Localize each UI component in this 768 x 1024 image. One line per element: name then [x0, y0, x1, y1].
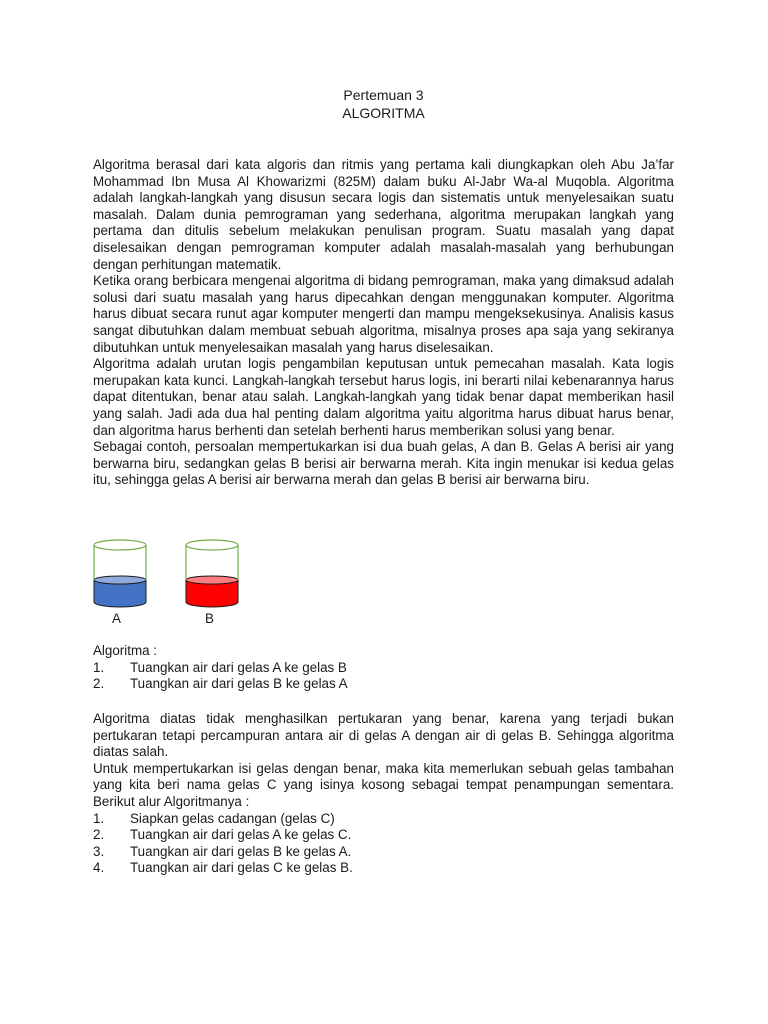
- list-item: [93, 676, 674, 693]
- list-text: Tuangkan air dari gelas A ke gelas C.: [130, 827, 352, 843]
- paragraph: Algoritma diatas tidak menghasilkan pertukaran yang benar, karena yang terjadi bukan pertukaran tetapi percampuran antara air di gelas A dengan air di gelas B. Sehingga algoritma diatas salah.: [93, 711, 674, 760]
- list-number: 1.: [93, 659, 105, 675]
- paragraph: Algoritma berasal dari kata algoris dan ritmis yang pertama kali diungkapkan oleh Abu Ja’far Mohammad Ibn Musa Al Khowarizmi (825M) dalam buku Al-Jabr Wa-al Muqobla. Algoritma adalah langkah-langkah yang disusun secara logis dan sistematis untuk menyelesaikan suatu masalah. Dalam dunia pemrograman yang sederhana, algoritma merupakan langkah yang pertama dan ditulis sebelum melakukan penulisan program. Suatu masalah yang dapat diselesaikan dengan pemrograman komputer adalah masalah-masalah yang berhubungan dengan perhitungan matematik.: [93, 157, 674, 272]
- glasses-illustration: [93, 536, 293, 628]
- glass-a-water-surface: [94, 576, 146, 584]
- list-text: Tuangkan air dari gelas B ke gelas A: [130, 676, 348, 692]
- list-item: [93, 660, 674, 677]
- glass-b-label: B: [205, 611, 214, 626]
- title-block: [93, 87, 674, 122]
- list-text: Tuangkan air dari gelas A ke gelas B: [130, 659, 347, 675]
- list-number: 2.: [93, 827, 105, 843]
- algorithm-2-section: [93, 711, 674, 877]
- glass-b-rim: [186, 540, 238, 550]
- list-number: 4.: [93, 860, 105, 876]
- glass-a-label: A: [112, 611, 121, 626]
- list-number: 3.: [93, 843, 105, 859]
- glass-a-rim: [94, 540, 146, 550]
- paragraph: Untuk mempertukarkan isi gelas dengan benar, maka kita memerlukan sebuah gelas tambahan yang kita beri nama gelas C yang isinya kosong sebagai tempat penampungan sementara. Berikut alur Algoritmanya :: [93, 760, 674, 809]
- list-number: 1.: [93, 810, 105, 826]
- glass-b: [186, 540, 238, 607]
- algorithm-heading: Algoritma :: [93, 643, 157, 658]
- meeting-title: Pertemuan 3: [343, 87, 424, 103]
- paragraph: Sebagai contoh, persoalan mempertukarkan isi dua buah gelas, A dan B. Gelas A berisi air yang berwarna biru, sedangkan gelas B berisi air berwarna merah. Kita ingin menukar isi kedua gelas itu, sehingga gelas A berisi air berwarna merah dan gelas B berisi air berwarna biru.: [93, 439, 674, 488]
- list-text: Siapkan gelas cadangan (gelas C): [130, 810, 335, 826]
- paragraph: Ketika orang berbicara mengenai algoritma di bidang pemrograman, maka yang dimaksud adalah solusi dari suatu masalah yang harus dipecahkan dengan menggunakan komputer. Algoritma harus dibuat secara runut agar komputer mengerti dan mampu mengeksekusinya. Analisis kasus sangat dibutuhkan dalam membuat sebuah algoritma, misalnya proses apa saja yang sekiranya dibutuhkan untuk menyelesaikan masalah yang harus diselesaikan.: [93, 273, 674, 355]
- paragraph: Algoritma adalah urutan logis pengambilan keputusan untuk pemecahan masalah. Kata logis merupakan kata kunci. Langkah-langkah tersebut harus logis, ini berarti nilai kebenarannya harus dapat ditentukan, benar atau salah. Langkah-langkah yang tidak benar dapat memberikan hasil yang salah. Jadi ada dua hal penting dalam algoritma yaitu algoritma harus dibuat harus benar, dan algoritma harus berhenti dan setelah berhenti harus memberikan solusi yang benar.: [93, 356, 674, 438]
- algorithm-1-section: [93, 643, 674, 693]
- topic-title: ALGORITMA: [342, 104, 425, 121]
- list-item: [93, 811, 674, 828]
- list-number: 2.: [93, 676, 105, 692]
- list-item: [93, 827, 674, 844]
- list-text: Tuangkan air dari gelas C ke gelas B.: [130, 860, 353, 876]
- list-item: [93, 860, 674, 877]
- list-text: Tuangkan air dari gelas B ke gelas A.: [130, 843, 352, 859]
- intro-section: [93, 157, 674, 489]
- glass-b-water-surface: [186, 576, 238, 584]
- glass-a: [94, 540, 146, 607]
- list-item: [93, 844, 674, 861]
